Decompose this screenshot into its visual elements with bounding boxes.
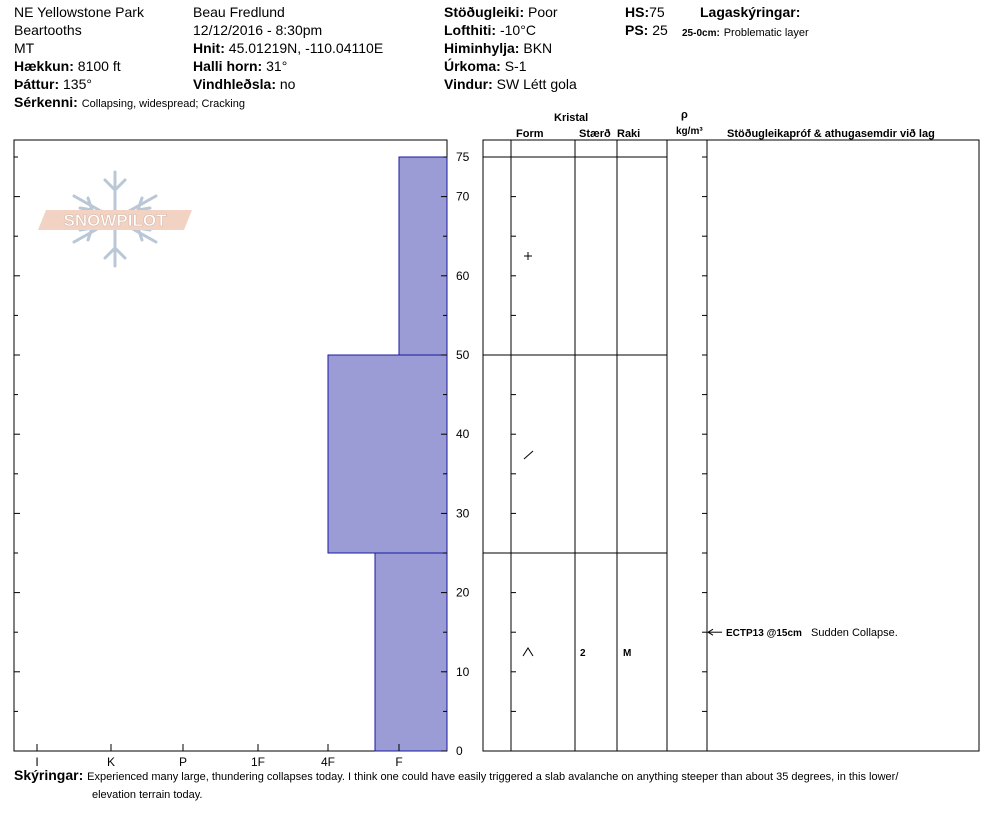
x-tick-label: 4F	[320, 755, 336, 769]
sky-label: Himinhylja:	[444, 40, 520, 56]
features-value: Collapsing, widespread; Cracking	[81, 98, 245, 110]
state: MT	[14, 40, 35, 56]
wind-value: SW Létt gola	[496, 76, 577, 92]
snowpilot-logo	[38, 172, 192, 266]
col-size: Stærð	[579, 128, 611, 140]
col-form: Form	[516, 128, 544, 140]
layer-table-frame	[483, 140, 979, 751]
hs-value: 75	[649, 4, 665, 20]
test-note: Sudden Collapse.	[811, 627, 898, 640]
location: NE Yellowstone Park	[14, 4, 144, 20]
slope-value: 31°	[266, 58, 288, 74]
elevation-label: Hækkun:	[14, 58, 74, 74]
y-tick-label: 60	[456, 268, 470, 283]
hardness-bar-0	[399, 157, 447, 355]
comments-label: Skýringar:	[14, 767, 84, 783]
col-rho: ρ	[681, 109, 688, 121]
col-density-unit: kg/m³	[676, 126, 703, 137]
comments-line2: elevation terrain today.	[92, 789, 203, 801]
layer-comment-text: Problematic layer	[723, 27, 809, 39]
col-tests: Stöðugleikapróf & athugasemdir við lag	[727, 128, 935, 140]
precip-label: Úrkoma:	[444, 58, 501, 74]
test-code: ECTP13 @15cm	[726, 628, 802, 640]
stability-label: Stöðugleiki:	[444, 4, 525, 20]
form-symbol-decomposed	[524, 451, 533, 459]
observer: Beau Fredlund	[193, 4, 285, 20]
air-temp-label: Lofthiti:	[444, 22, 497, 38]
x-tick-label: I	[35, 755, 39, 769]
col-moisture: Raki	[617, 128, 641, 140]
y-tick-label: 50	[456, 348, 470, 362]
comments-row1	[14, 767, 898, 785]
hardness-bar-1	[328, 355, 447, 553]
x-tick-label: 1F	[250, 755, 266, 769]
datetime: 12/12/2016 - 8:30pm	[193, 22, 323, 38]
y-tick-label: 0	[456, 744, 463, 758]
x-tick-label: F	[395, 755, 403, 769]
aspect-label: Þáttur:	[14, 76, 60, 92]
y-tick-label: 10	[456, 664, 470, 679]
col-crystal: Kristal	[554, 112, 589, 124]
snowpilot-logo-text: SNOWPILOT	[63, 211, 167, 230]
features-label: Sérkenni:	[14, 94, 78, 110]
moisture: M	[623, 648, 632, 659]
x-tick-label: K	[106, 755, 116, 769]
y-tick-label: 20	[456, 585, 470, 600]
layer-comments-label: Lagaskýringar:	[700, 4, 801, 20]
elevation-value: 8100 ft	[77, 58, 121, 74]
wind-label: Vindur:	[444, 76, 493, 92]
wind-loading-value: no	[279, 76, 296, 92]
layer-comment-range: 25-0cm:	[682, 28, 720, 39]
coords-label: Hnit:	[193, 40, 225, 56]
y-tick-label: 30	[456, 506, 470, 521]
ps-value: 25	[652, 22, 668, 38]
hardness-bar-2	[375, 553, 447, 751]
precip-value: S-1	[504, 58, 527, 74]
coords-value: 45.01219N, -110.04110E	[228, 40, 384, 56]
x-tick-label: P	[178, 755, 188, 769]
air-temp-value: -10°C	[499, 22, 536, 38]
y-tick-label: 70	[456, 189, 470, 204]
slope-label: Halli horn:	[193, 58, 263, 74]
form-symbol-precip	[524, 252, 532, 260]
range: Beartooths	[14, 22, 82, 38]
stability-value: Poor	[528, 4, 558, 20]
ps-label: PS:	[625, 22, 649, 38]
comments-line1: Experienced many large, thundering collapses today. I think one could have easily triggered a slab avalanche on anything steeper than about 35 degrees, in this lower/	[87, 771, 899, 783]
y-tick-label: 40	[456, 427, 470, 442]
form-symbol-depth-hoar	[523, 648, 533, 656]
y-tick-label: 75	[456, 150, 470, 164]
wind-loading-label: Vindhleðsla:	[193, 76, 276, 92]
grain-size: 2	[580, 648, 586, 659]
sky-value: BKN	[523, 40, 553, 56]
layer-table-columns	[511, 140, 707, 751]
hs-label: HS:	[625, 4, 650, 20]
aspect-value: 135°	[63, 76, 92, 92]
